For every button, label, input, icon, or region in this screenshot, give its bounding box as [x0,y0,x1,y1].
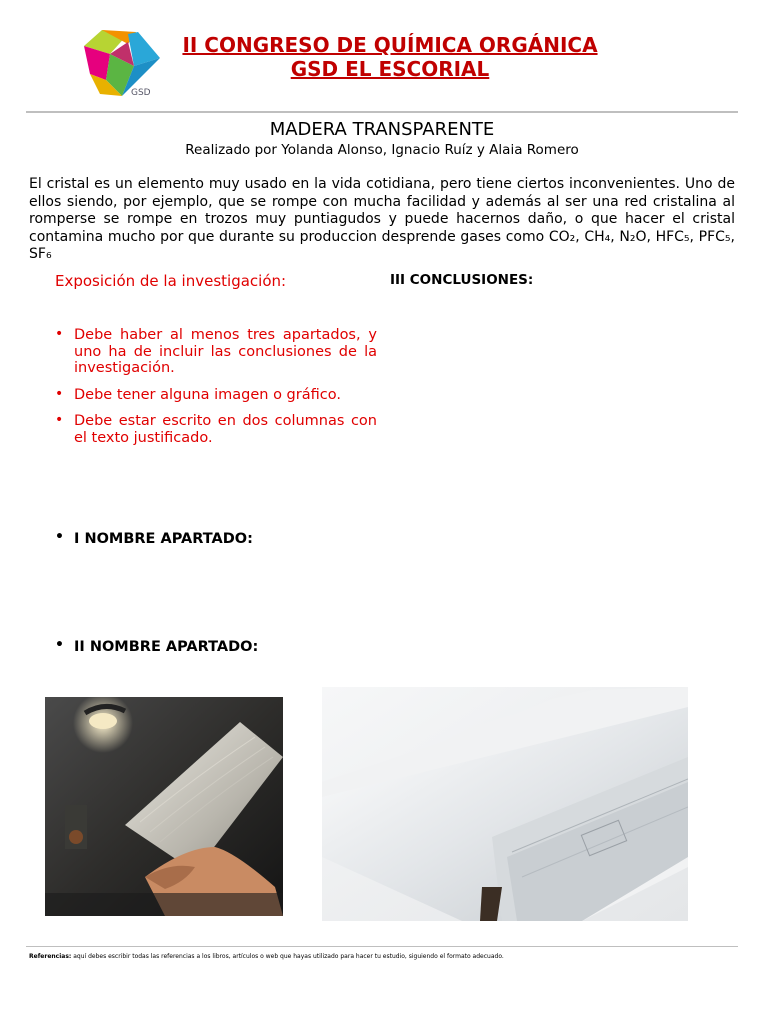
title-line-1: II CONGRESO DE QUÍMICA ORGÁNICA [182,33,598,57]
intro-paragraph: El cristal es un elemento muy usado en la vida cotidiana, pero tiene ciertos inconvenientes. Uno de ellos siendo, por ejemplo, que se rompe con mucha facilidad y además al ser una red cristalina al romperse se rompe en trozos muy puntiagudos y puede hacernos daño, o que hacer el cristal contamina mucho por que durante su produccion desprende gases como CO₂, CH₄, N₂O, HFC₅, PFC₅, SF₆ [29,176,735,262]
exposition-heading: Exposición de la investigación: [55,272,287,290]
document-title: MADERA TRANSPARENTE [269,119,495,140]
section-two-label: II NOMBRE APARTADO: [74,639,259,655]
congress-title [140,33,640,81]
logo-label: GSD [131,88,151,98]
bullet-icon: • [55,637,64,653]
list-item: • Debe haber al menos tres apartados, y uno ha de incluir las conclusiones de la investigación. [55,327,377,377]
bullet-icon: • [55,529,64,545]
section-one-label: I NOMBRE APARTADO: [74,531,253,547]
title-line-2: GSD EL ESCORIAL [290,57,490,81]
footer-divider [26,946,738,947]
transparent-wood-hand-photo [45,697,283,916]
requirements-list [55,327,377,456]
transparent-wood-sheets-photo [322,687,688,921]
references-label: Referencias: [29,953,72,960]
list-item: • Debe estar escrito en dos columnas con el texto justificado. [55,413,377,446]
conclusions-heading: III CONCLUSIONES: [390,272,534,288]
references-text: aquí debes escribir todas las referencias a los libros, artículos o web que hayas utilizado para hacer tu estudio, siguiendo el formato adecuado. [71,953,504,960]
references-note [29,953,504,960]
header-divider [26,111,738,113]
authors-line: Realizado por Yolanda Alonso, Ignacio Ruíz y Alaia Romero [185,142,579,158]
list-item: • Debe tener alguna imagen o gráfico. [55,387,377,404]
left-column [55,272,377,446]
